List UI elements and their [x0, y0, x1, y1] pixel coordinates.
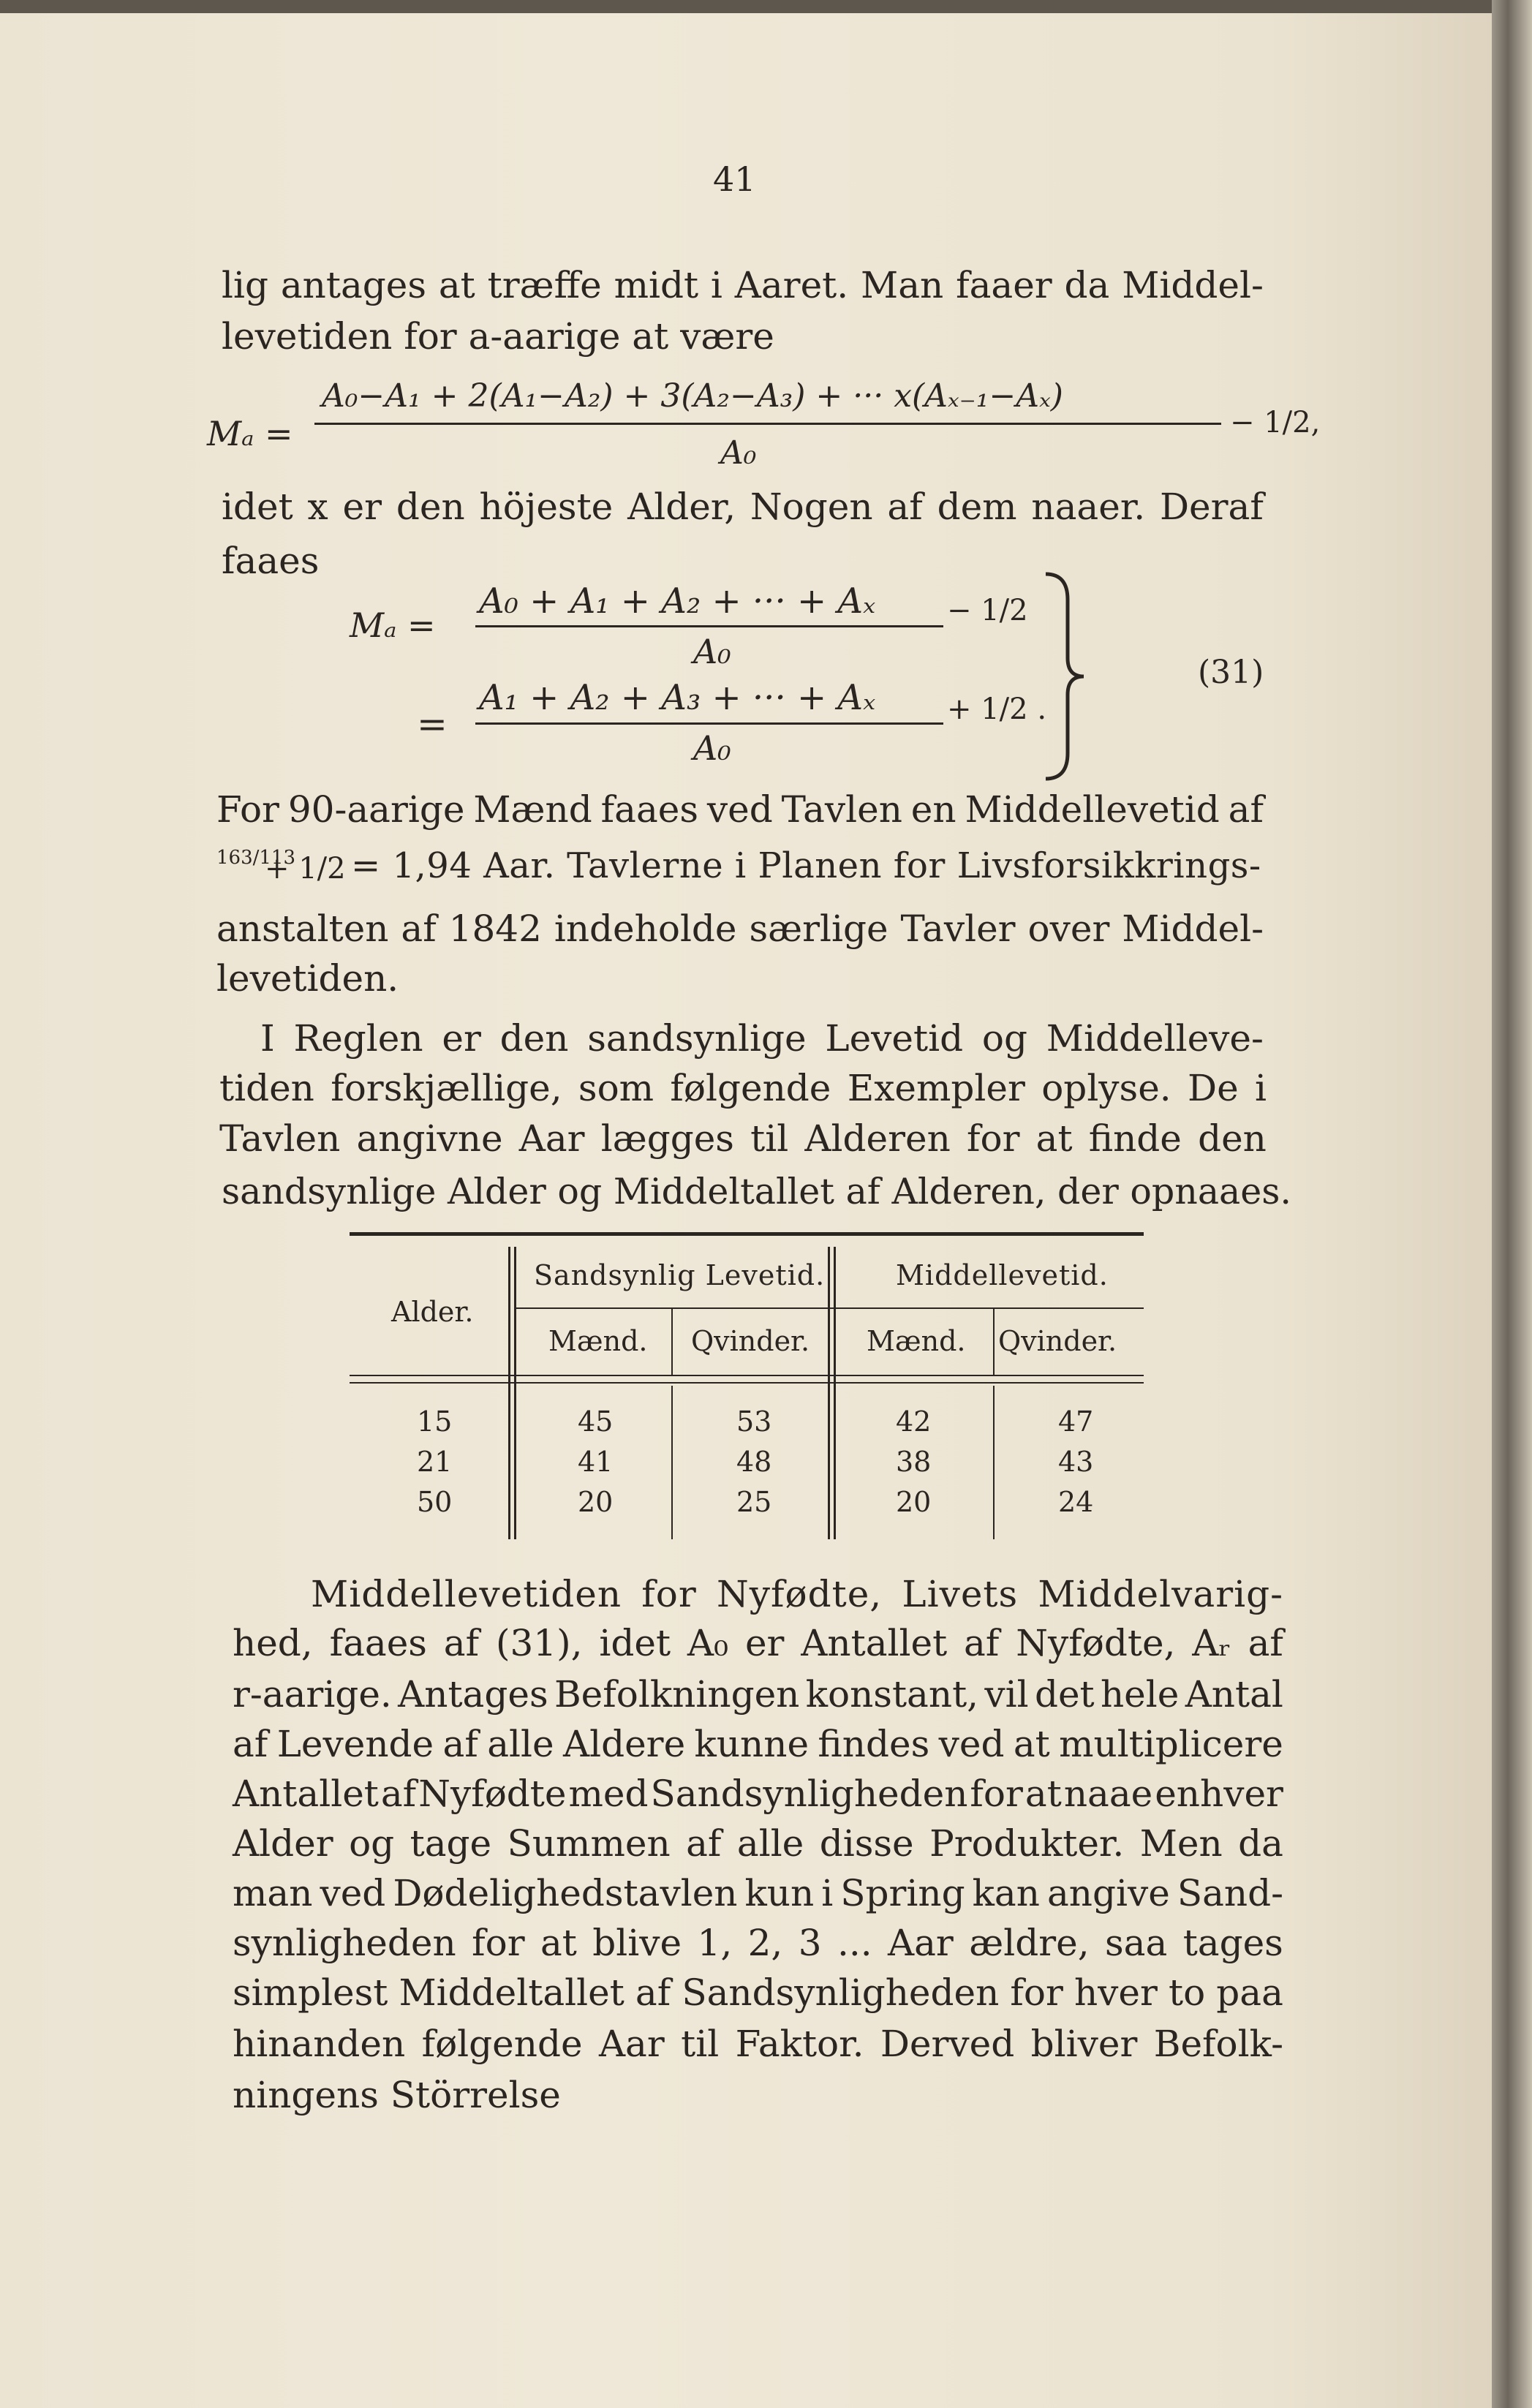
word: Dødelighedstavlen — [393, 1872, 738, 1914]
word: paa — [1216, 1971, 1283, 2014]
word: Antages — [398, 1673, 548, 1716]
formula31-row1-tail: − 1/2 — [947, 594, 1028, 627]
table-group-sandsynlig: Sandsynlig Levetid. — [534, 1259, 826, 1291]
table-vrule-1a — [508, 1247, 510, 1539]
formula1-numerator: A₀−A₁ + 2(A₁−A₂) + 3(A₂−A₃) + ··· x(Aₓ₋₁−Aₓ) — [322, 377, 1063, 415]
para5-line5 — [233, 1773, 1283, 1815]
para5-line8 — [233, 1922, 1283, 1964]
word: er — [342, 486, 382, 528]
table-cell: 25 — [736, 1486, 772, 1518]
word: af — [1248, 1622, 1283, 1664]
word: Nyfødte, — [716, 1573, 883, 1615]
word: höjeste — [479, 486, 614, 528]
word: ved — [320, 1872, 386, 1914]
word: tage — [410, 1822, 492, 1865]
para1-line2: levetiden for a-aarige at være — [222, 315, 774, 358]
table-col-alder: Alder. — [391, 1296, 474, 1328]
word: 2, — [747, 1922, 783, 1964]
word: lægges — [600, 1117, 734, 1160]
word: af — [887, 486, 923, 528]
word: synligheden — [233, 1922, 456, 1964]
table-vrule-6 — [993, 1386, 995, 1539]
para1-line1 — [222, 264, 1264, 306]
word: oplyse. — [1041, 1067, 1171, 1109]
word: Faktor. — [735, 2023, 864, 2065]
word: Middellevetiden — [311, 1573, 622, 1615]
page-binding-edge — [1492, 0, 1532, 2408]
table-cell: 24 — [1058, 1486, 1094, 1518]
word: i — [1254, 1067, 1267, 1109]
table-sub-qvinder-2: Qvinder. — [998, 1325, 1117, 1357]
word: Tavler — [900, 907, 1016, 950]
word: af — [442, 1723, 478, 1765]
table-header-rule-a — [350, 1375, 1144, 1376]
word: Deraf — [1159, 486, 1264, 528]
word: hinanden — [233, 2023, 406, 2065]
para5-line6 — [233, 1822, 1283, 1865]
word: finde — [1088, 1117, 1182, 1160]
para5-line4 — [233, 1723, 1283, 1765]
word: bliver — [1030, 2023, 1138, 2065]
word: hele — [1100, 1673, 1180, 1716]
word: Tavlen — [219, 1117, 341, 1160]
word: For — [216, 788, 279, 831]
para3-frac-b: + 1/2 — [265, 852, 346, 886]
word: Sandsynligheden — [682, 1971, 1000, 2014]
word: Antallet — [801, 1622, 948, 1664]
table-cell: 50 — [417, 1486, 453, 1518]
word: da — [1064, 264, 1110, 306]
table-cell: 20 — [896, 1486, 932, 1518]
word: over — [1027, 907, 1110, 950]
word: at — [438, 264, 475, 306]
word: for — [472, 1922, 525, 1964]
table-header-rule-b — [350, 1382, 1144, 1384]
word: Befolkningen — [554, 1673, 800, 1716]
word: lig — [222, 264, 268, 306]
para3-line4: levetiden. — [216, 957, 399, 1000]
word: Exempler — [847, 1067, 1025, 1109]
word: sandsynlige — [587, 1017, 807, 1060]
word: Middellevetid — [965, 788, 1220, 831]
word: træffe — [487, 264, 602, 306]
word: det — [1034, 1673, 1095, 1716]
word: Derved — [880, 2023, 1015, 2065]
word: til — [681, 2023, 720, 2065]
word: særlige — [749, 907, 888, 950]
word: kan — [972, 1872, 1040, 1914]
word: Levende — [276, 1723, 434, 1765]
page-number: 41 — [713, 159, 756, 199]
word: Summen — [507, 1822, 671, 1865]
formula31-row2-bar — [475, 722, 943, 725]
word: at — [540, 1922, 577, 1964]
para4-line3 — [219, 1117, 1267, 1160]
word: I — [260, 1017, 275, 1060]
para4-line2 — [219, 1067, 1267, 1109]
para3-frac-a: 163/113 — [216, 847, 296, 869]
word: af — [635, 1971, 671, 2014]
word: idet — [599, 1622, 671, 1664]
word: at — [1025, 1773, 1062, 1815]
word: af — [686, 1822, 722, 1865]
word: af — [380, 1773, 417, 1815]
table-sub-maend-1: Mænd. — [548, 1325, 648, 1357]
word: faaes — [600, 788, 699, 831]
table-cell: 45 — [578, 1405, 614, 1438]
word: for — [641, 1573, 697, 1615]
word: enhver — [1155, 1773, 1283, 1815]
word: vil — [984, 1673, 1029, 1716]
word: Aᵣ — [1192, 1622, 1231, 1664]
word: Nyfødte, — [1016, 1622, 1176, 1664]
word: følgende — [670, 1067, 831, 1109]
table-vrule-1b — [514, 1247, 516, 1539]
word: r-aarige. — [233, 1673, 392, 1716]
formula31-label: (31) — [1198, 654, 1264, 691]
word: ældre, — [969, 1922, 1090, 1964]
word: følgende — [421, 2023, 583, 2065]
word: er — [744, 1622, 785, 1664]
word: da — [1238, 1822, 1283, 1865]
para3-line3 — [216, 907, 1264, 950]
word: De — [1188, 1067, 1239, 1109]
para4-line1 — [260, 1017, 1264, 1060]
word: angivne — [356, 1117, 503, 1160]
para5-line11: ningens Störrelse — [233, 2074, 561, 2116]
word: (31), — [495, 1622, 583, 1664]
formula31-row1-numerator: A₀ + A₁ + A₂ + ··· + Aₓ — [479, 581, 876, 622]
word: den — [1198, 1117, 1267, 1160]
word: Sandsynligheden — [650, 1773, 968, 1815]
word: angive — [1046, 1872, 1170, 1914]
word: den — [499, 1017, 569, 1060]
para3-line1 — [216, 788, 1264, 831]
para5-line9 — [233, 1971, 1283, 2014]
table-cell: 47 — [1058, 1405, 1094, 1438]
table-cell: 41 — [578, 1446, 614, 1478]
table-cell: 15 — [417, 1405, 453, 1438]
formula1-lhs: Mₐ = — [207, 414, 293, 453]
word: faaes — [329, 1622, 427, 1664]
formula31-lhs: Mₐ = — [350, 605, 436, 645]
word: midt — [614, 264, 699, 306]
word: Middelleve- — [1046, 1017, 1264, 1060]
word: disse — [819, 1822, 914, 1865]
word: med — [568, 1773, 649, 1815]
table-cell: 42 — [896, 1405, 932, 1438]
word: at — [1035, 1117, 1073, 1160]
word: Middeltallet — [399, 1971, 625, 2014]
word: af — [443, 1622, 480, 1664]
word: man — [233, 1872, 313, 1914]
table-cell: 53 — [736, 1405, 772, 1438]
table-vrule-3 — [671, 1309, 673, 1375]
word: i — [710, 264, 722, 306]
para5-line2 — [233, 1622, 1283, 1664]
word: Spring — [840, 1872, 965, 1914]
para5-line10 — [233, 2023, 1283, 2065]
word: faaer — [956, 264, 1052, 306]
table-cell: 21 — [417, 1446, 453, 1478]
word: af — [401, 907, 437, 950]
word: Tavlen — [781, 788, 902, 831]
word: af — [1228, 788, 1264, 831]
word: til — [750, 1117, 789, 1160]
word: 1842 — [448, 907, 542, 950]
table-vrule-5 — [993, 1309, 995, 1375]
word: Aar — [598, 2023, 665, 2065]
word: tiden — [219, 1067, 314, 1109]
word: at — [1013, 1723, 1050, 1765]
word: 1, — [697, 1922, 733, 1964]
word: kun — [744, 1872, 815, 1914]
formula31-eq2: = — [417, 703, 448, 745]
word: Aar — [518, 1117, 585, 1160]
para2-line1 — [222, 486, 1264, 528]
word: Alder — [233, 1822, 333, 1865]
word: antages — [280, 264, 427, 306]
word: anstalten — [216, 907, 389, 950]
word: Aar — [888, 1922, 954, 1964]
word: ... — [837, 1922, 872, 1964]
word: af — [233, 1723, 268, 1765]
table-sub-maend-2: Mænd. — [867, 1325, 966, 1357]
table-vrule-2a — [828, 1247, 830, 1539]
formula31-row2-tail: + 1/2 . — [947, 692, 1047, 726]
word: naaer. — [1031, 486, 1146, 528]
word: kunne — [694, 1723, 810, 1765]
word: Alderen — [804, 1117, 951, 1160]
word: alle — [487, 1723, 554, 1765]
para4-line4: sandsynlige Alder og Middeltallet af Alderen, der opnaaes. — [222, 1171, 1291, 1212]
formula31-brace — [1038, 570, 1090, 782]
word: Alder, — [627, 486, 736, 528]
formula31-row1-bar — [475, 625, 943, 627]
table-vrule-4 — [671, 1386, 673, 1539]
word: Livets — [902, 1573, 1019, 1615]
word: Levetid — [825, 1017, 964, 1060]
page-top-edge — [0, 0, 1492, 13]
word: Nogen — [750, 486, 873, 528]
para5-line7 — [233, 1872, 1283, 1914]
table-cell: 20 — [578, 1486, 614, 1518]
word: A₀ — [687, 1622, 729, 1664]
para3-line2-rest: = 1,94 Aar. Tavlerne i Planen for Livsforsikkrings- — [351, 845, 1261, 886]
word: og — [349, 1822, 395, 1865]
word: simplest — [233, 1971, 388, 2014]
word: x — [307, 486, 328, 528]
word: den — [396, 486, 465, 528]
word: hed, — [233, 1622, 313, 1664]
word: Befolk- — [1153, 2023, 1283, 2065]
table-cell: 38 — [896, 1446, 932, 1478]
word: dem — [937, 486, 1017, 528]
word: Antal — [1185, 1673, 1283, 1716]
word: for — [966, 1117, 1020, 1160]
word: af — [964, 1622, 1000, 1664]
table-cell: 43 — [1058, 1446, 1094, 1478]
word: Mænd — [473, 788, 592, 831]
word: og — [981, 1017, 1028, 1060]
word: Middelvarig- — [1038, 1573, 1283, 1615]
word: Nyfødte — [418, 1773, 567, 1815]
table-group-rule — [514, 1307, 1144, 1309]
word: findes — [818, 1723, 930, 1765]
formula1-fraction-bar — [314, 423, 1221, 425]
word: tages — [1182, 1922, 1283, 1964]
word: alle — [736, 1822, 804, 1865]
table-group-middellevetid: Middellevetid. — [896, 1259, 1109, 1291]
word: Men — [1139, 1822, 1223, 1865]
word: saa — [1105, 1922, 1168, 1964]
word: hver — [1073, 1971, 1158, 2014]
word: Produkter. — [929, 1822, 1125, 1865]
word: ved — [938, 1723, 1005, 1765]
para5-line1 — [311, 1573, 1283, 1615]
formula1-tail: − 1/2, — [1230, 406, 1321, 439]
word: en — [910, 788, 956, 831]
word: Middel- — [1122, 907, 1264, 950]
para2-line2: faaes — [222, 540, 320, 582]
word: Middel- — [1122, 264, 1264, 306]
word: for — [1010, 1971, 1063, 2014]
formula1-denominator: A₀ — [720, 434, 757, 472]
word: Antallet — [233, 1773, 379, 1815]
word: 90-aarige — [287, 788, 465, 831]
table-top-rule — [350, 1232, 1144, 1236]
word: i — [821, 1872, 834, 1914]
word: indeholde — [554, 907, 737, 950]
word: forskjællige, — [331, 1067, 562, 1109]
formula31-row1-denominator: A₀ — [693, 632, 731, 671]
word: Aldere — [562, 1723, 686, 1765]
word: konstant, — [805, 1673, 979, 1716]
table-cell: 48 — [736, 1446, 772, 1478]
word: som — [578, 1067, 654, 1109]
word: blive — [592, 1922, 682, 1964]
word: Reglen — [293, 1017, 423, 1060]
word: for — [970, 1773, 1023, 1815]
table-vrule-2b — [834, 1247, 836, 1539]
table-sub-qvinder-1: Qvinder. — [691, 1325, 810, 1357]
word: 3 — [798, 1922, 822, 1964]
word: er — [442, 1017, 481, 1060]
formula31-row2-numerator: A₁ + A₂ + A₃ + ··· + Aₓ — [479, 677, 876, 718]
word: Aaret. — [734, 264, 849, 306]
word: multiplicere — [1059, 1723, 1283, 1765]
word: Sand- — [1177, 1872, 1283, 1914]
para5-line3 — [233, 1673, 1283, 1716]
formula31-row2-denominator: A₀ — [693, 728, 731, 768]
word: idet — [222, 486, 293, 528]
word: to — [1169, 1971, 1206, 2014]
word: ved — [706, 788, 773, 831]
word: naae — [1063, 1773, 1153, 1815]
word: Man — [861, 264, 944, 306]
